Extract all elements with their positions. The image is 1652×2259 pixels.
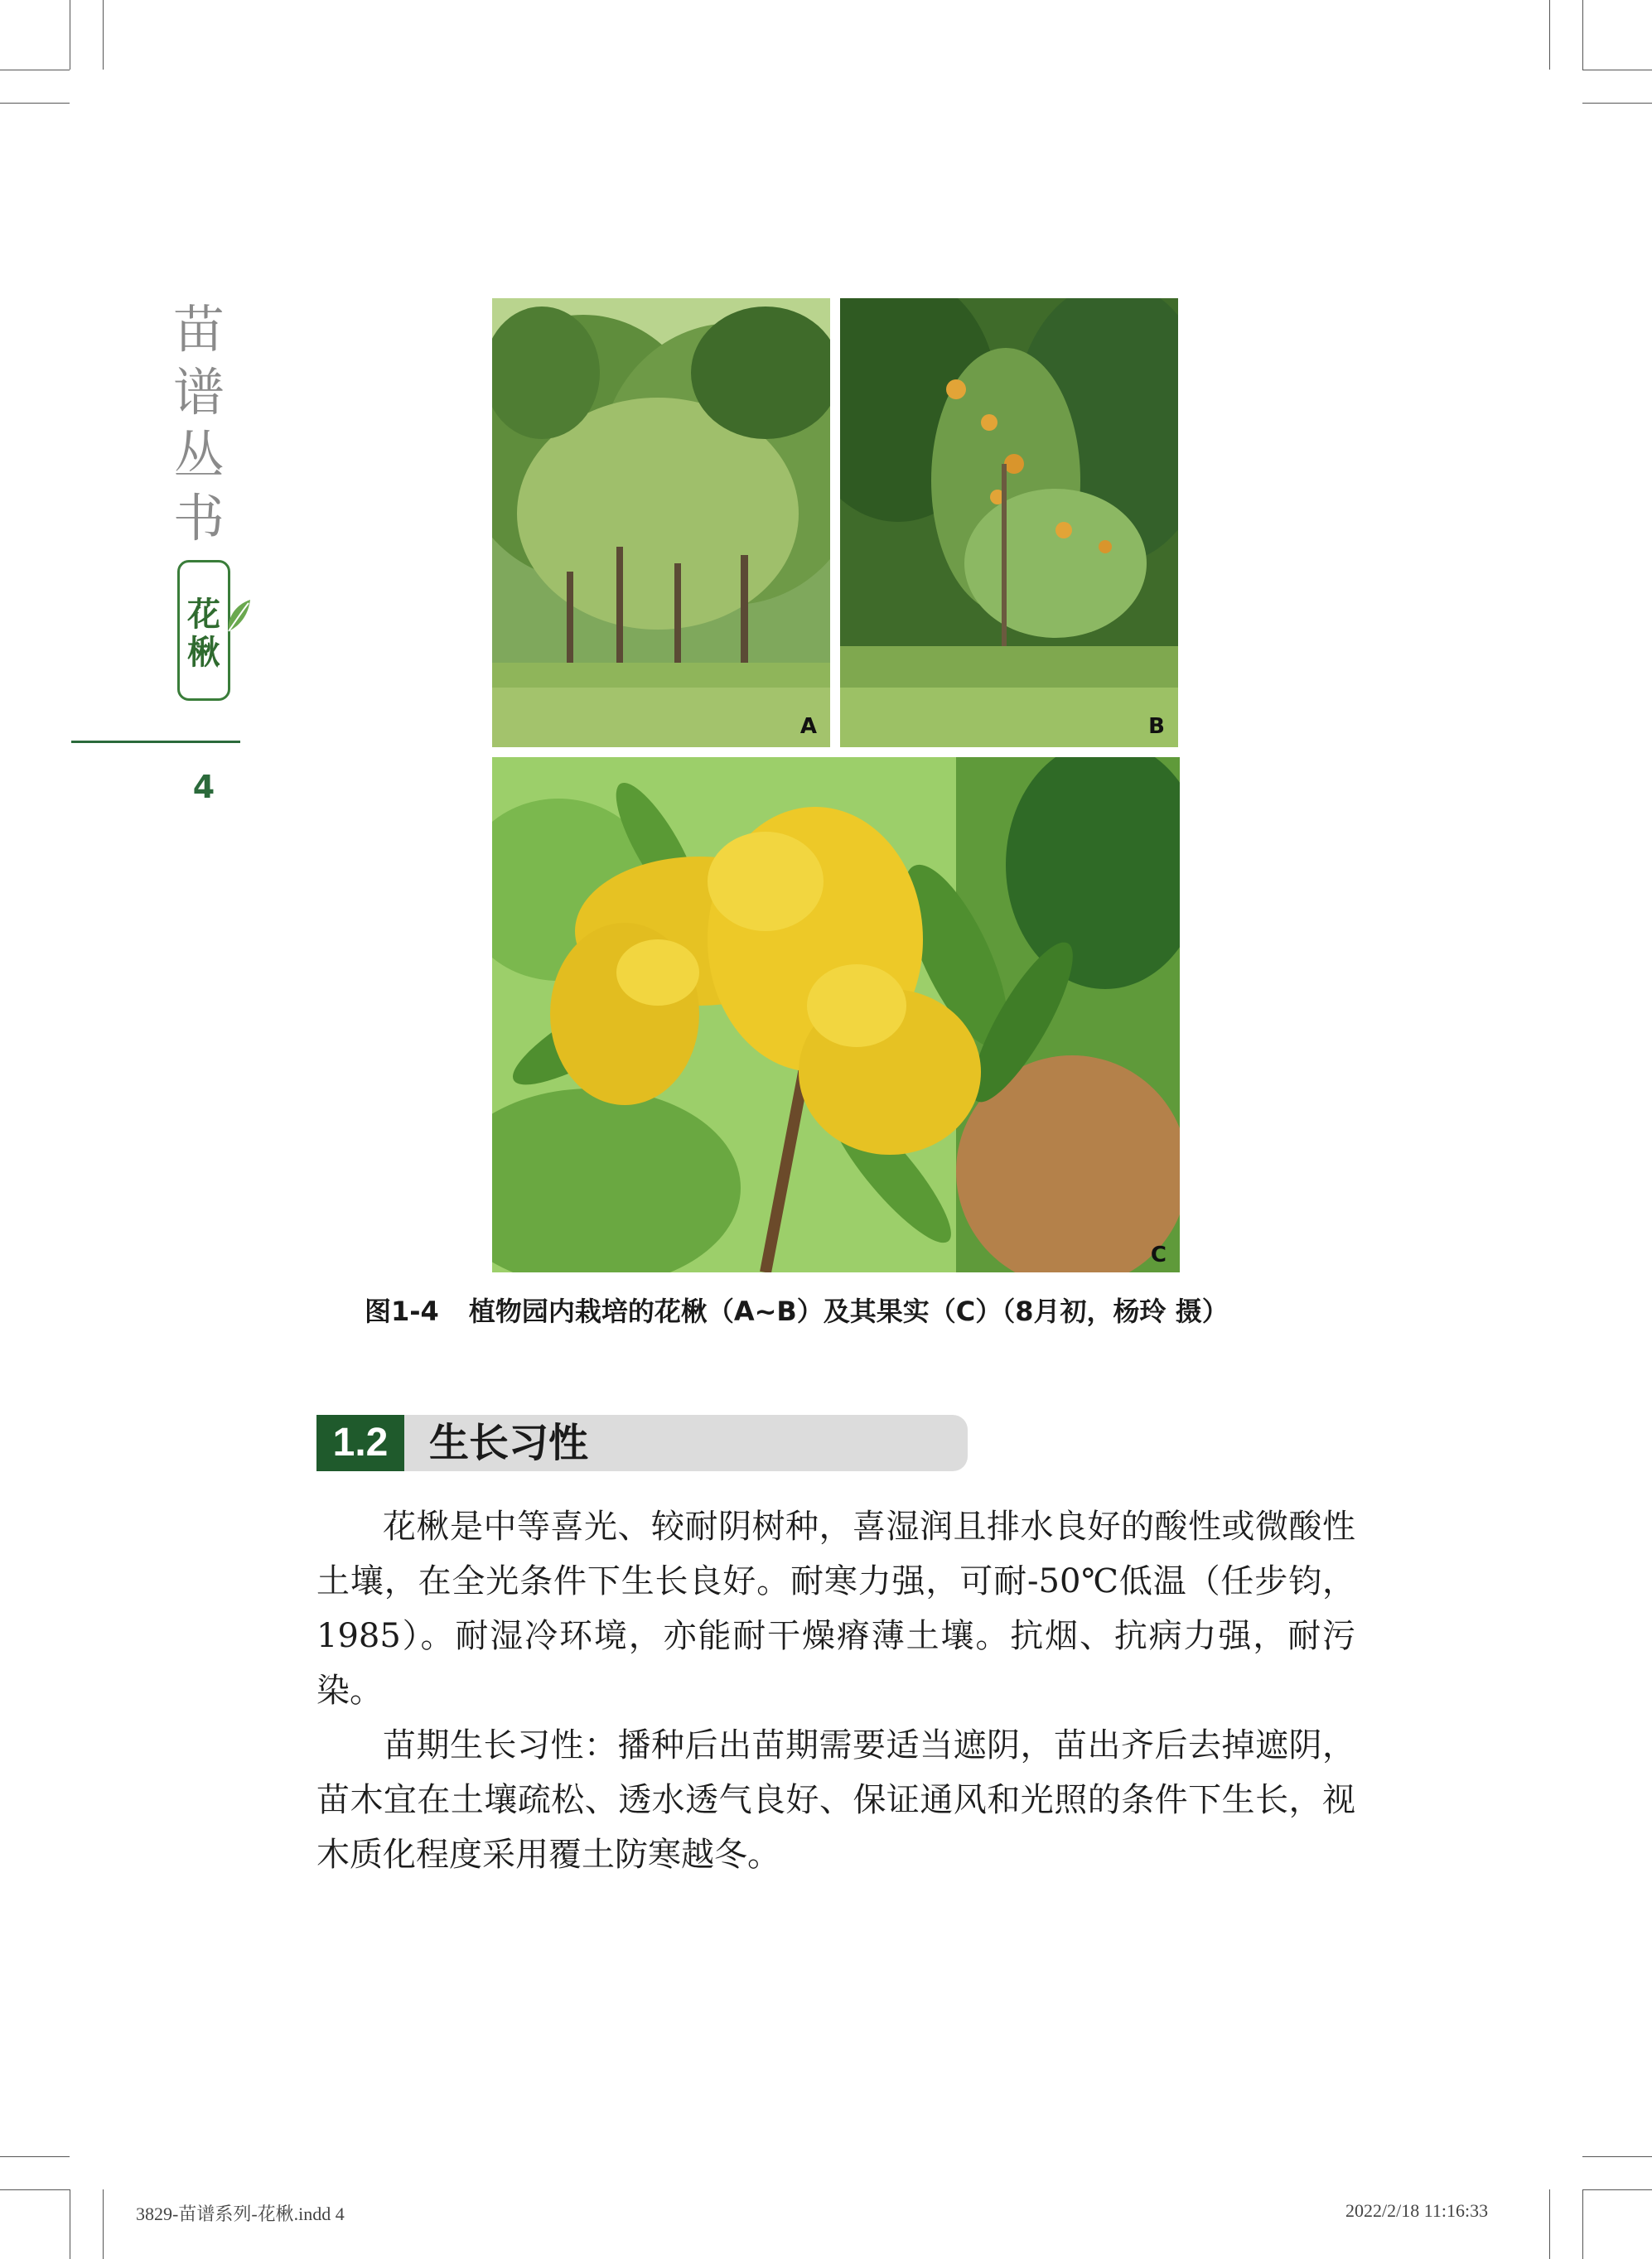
photo-panel-c	[492, 757, 1180, 1272]
panel-label: B	[1148, 714, 1165, 739]
page-number: 4	[192, 769, 215, 805]
series-char: 书	[172, 488, 225, 548]
crop-mark	[103, 2189, 104, 2259]
body-text	[316, 1499, 1355, 1882]
crop-mark	[0, 103, 70, 104]
photo-panel-a	[492, 298, 830, 747]
paragraph: 苗期生长习性：播种后出苗期需要适当遮阴，苗出齐后去掉遮阴，苗木宜在土壤疏松、透水透气良好、保证通风和光照的条件下生长，视木质化程度采用覆土防寒越冬。	[316, 1726, 1355, 1874]
crop-mark	[103, 0, 104, 70]
footer-left: 3829-苗谱系列-花楸.indd 4	[136, 2203, 345, 2224]
sidebar-divider	[71, 741, 240, 743]
crop-mark	[1582, 103, 1652, 104]
book-title-char: 楸	[187, 634, 220, 672]
crop-mark	[1582, 0, 1583, 70]
crop-mark	[0, 2189, 70, 2190]
series-char: 丛	[172, 425, 225, 485]
figure-caption	[365, 1291, 1342, 1329]
series-char: 苗	[172, 299, 225, 360]
section-title: 生长习性	[404, 1415, 968, 1471]
footer-right: 2022/2/18 11:16:33	[1345, 2200, 1489, 2221]
figure-id: 图1-4	[365, 1296, 439, 1327]
panel-label: A	[799, 714, 817, 739]
book-title-badge	[177, 560, 230, 701]
photo-panel-b	[840, 298, 1178, 747]
leaf-icon	[224, 598, 254, 635]
crop-mark	[1549, 2189, 1550, 2259]
crop-mark	[1582, 2189, 1652, 2190]
series-title	[170, 298, 228, 550]
crop-mark	[0, 2156, 70, 2157]
paragraph: 花楸是中等喜光、较耐阴树种，喜湿润且排水良好的酸性或微酸性土壤，在全光条件下生长良好。耐寒力强，可耐-50℃低温（任步钧，1985）。耐湿冷环境，亦能耐干燥瘠薄土壤。抗烟、抗病力强，耐污染。	[316, 1508, 1355, 1710]
figure-caption-text: 植物园内栽培的花楸（A~B）及其果实（C）（8月初，杨玲 摄）	[468, 1296, 1229, 1327]
series-char: 谱	[172, 362, 225, 422]
section-number: 1.2	[316, 1415, 404, 1471]
crop-mark	[1582, 2189, 1583, 2259]
book-title-char: 花	[187, 596, 220, 634]
panel-label: C	[1150, 1243, 1167, 1267]
crop-mark	[1549, 0, 1550, 70]
crop-mark	[1582, 2156, 1652, 2157]
